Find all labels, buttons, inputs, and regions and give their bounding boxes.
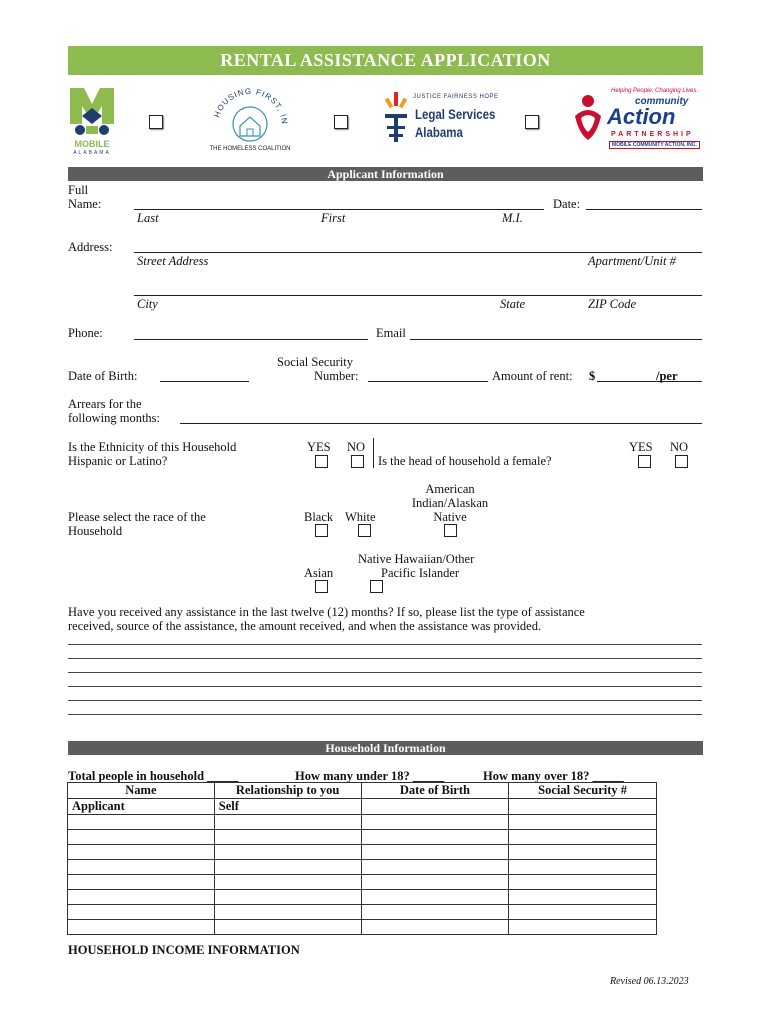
community-action-logo — [571, 88, 699, 158]
table-cell[interactable] — [68, 875, 215, 890]
race-question-2: Household — [68, 524, 123, 538]
table-cell[interactable] — [68, 860, 215, 875]
column-header: Relationship to you — [214, 783, 361, 799]
zip-hint: ZIP Code — [588, 297, 637, 311]
assistance-question-2: received, source of the assistance, the amount received, and when the assistance was provided. — [68, 619, 542, 633]
table-row — [68, 860, 657, 875]
community-action-tagline: Helping People. Changing Lives. — [611, 88, 699, 94]
table-row — [68, 890, 657, 905]
full-name-label: Full — [68, 183, 89, 197]
under-18-label: How many under 18? _____ — [295, 769, 445, 783]
table-cell[interactable] — [361, 875, 509, 890]
household-members-table — [67, 782, 657, 935]
household-section-header: Household Information — [68, 741, 703, 755]
table-cell[interactable] — [509, 845, 657, 860]
table-cell[interactable] — [509, 890, 657, 905]
svg-text:HOUSING FIRST, INC: HOUSING FIRST, IN — [212, 86, 290, 126]
housing-first-checkbox[interactable] — [334, 115, 348, 129]
table-row — [68, 875, 657, 890]
divider — [373, 438, 374, 468]
mobile-logo-name: MOBILE — [74, 139, 110, 149]
table-cell[interactable] — [214, 860, 361, 875]
table-cell[interactable] — [214, 890, 361, 905]
table-row — [68, 905, 657, 920]
mobile-alabama-logo — [68, 86, 116, 160]
community-action-sub2: MOBILE COMMUNITY ACTION, INC. — [609, 141, 700, 149]
assistance-line[interactable] — [68, 644, 702, 645]
female-yes-checkbox[interactable] — [638, 455, 651, 468]
last-name-hint: Last — [137, 211, 159, 225]
income-section-title: HOUSEHOLD INCOME INFORMATION — [68, 943, 300, 957]
ethnicity-question-2: Hispanic or Latino? — [68, 454, 168, 468]
table-cell[interactable] — [68, 830, 215, 845]
legal-services-logo — [385, 92, 505, 152]
community-action-word2: Action — [607, 104, 676, 129]
street-address-input[interactable] — [134, 252, 702, 253]
legal-services-mark-icon — [385, 92, 407, 144]
street-address-hint: Street Address — [137, 254, 209, 268]
table-cell[interactable] — [361, 920, 509, 935]
table-cell[interactable] — [361, 890, 509, 905]
table-cell[interactable]: Self — [214, 799, 361, 815]
housing-first-sub: THE HOMELESS COALITION — [209, 146, 291, 152]
race-nhpi-label-2: Pacific Islander — [381, 566, 460, 580]
applicant-section-header: Applicant Information — [68, 167, 703, 181]
table-cell[interactable] — [214, 815, 361, 830]
table-row — [68, 830, 657, 845]
over-18-label: How many over 18? _____ — [483, 769, 624, 783]
race-asian-label: Asian — [304, 566, 334, 580]
ssn-label-2: Number: — [314, 369, 359, 383]
revised-date: Revised 06.13.2023 — [610, 976, 689, 987]
full-name-label-2: Name: — [68, 197, 102, 211]
race-black-checkbox[interactable] — [315, 524, 328, 537]
middle-initial-hint: M.I. — [502, 211, 523, 225]
race-aian-label-2: Indian/Alaskan — [411, 496, 489, 510]
house-icon — [200, 86, 300, 144]
legal-services-checkbox[interactable] — [525, 115, 539, 129]
date-label: Date: — [553, 197, 581, 211]
legal-services-name: Legal Services — [415, 106, 496, 122]
email-label: Email — [376, 326, 406, 340]
arrears-label-2: following months: — [68, 411, 161, 425]
table-row — [68, 799, 657, 815]
race-nhpi-label: Native Hawaiian/Other — [358, 552, 475, 566]
table-cell[interactable] — [68, 815, 215, 830]
female-yes-label: YES — [629, 440, 653, 454]
housing-first-logo — [200, 86, 300, 160]
ethnicity-no-checkbox[interactable] — [351, 455, 364, 468]
column-header: Social Security # — [509, 783, 657, 799]
table-cell[interactable] — [361, 799, 509, 815]
table-cell[interactable] — [68, 920, 215, 935]
ethnicity-question: Is the Ethnicity of this Household — [68, 440, 237, 454]
address-label: Address: — [68, 240, 113, 254]
race-white-label: White — [345, 510, 376, 524]
community-action-person-icon — [571, 94, 605, 142]
female-no-checkbox[interactable] — [675, 455, 688, 468]
assistance-line[interactable] — [68, 672, 702, 673]
table-row — [68, 845, 657, 860]
race-black-label: Black — [304, 510, 334, 524]
table-cell[interactable] — [361, 830, 509, 845]
dob-label: Date of Birth: — [68, 369, 138, 383]
table-cell[interactable] — [214, 845, 361, 860]
table-row — [68, 920, 657, 935]
table-cell[interactable] — [361, 815, 509, 830]
table-cell[interactable] — [68, 890, 215, 905]
table-cell[interactable] — [509, 830, 657, 845]
phone-input[interactable] — [134, 339, 368, 340]
total-people-label: Total people in household _____ — [68, 769, 239, 783]
table-cell[interactable] — [361, 905, 509, 920]
rent-input[interactable] — [597, 381, 702, 382]
legal-services-tagline: JUSTICE FAIRNESS HOPE — [413, 94, 499, 100]
mobile-m-icon — [68, 86, 116, 138]
apartment-hint: Apartment/Unit # — [588, 254, 676, 268]
full-name-input[interactable] — [134, 209, 544, 210]
table-cell[interactable] — [214, 875, 361, 890]
female-no-label: NO — [670, 440, 689, 454]
table-cell[interactable] — [68, 905, 215, 920]
legal-services-state: Alabama — [415, 124, 463, 140]
email-input[interactable] — [410, 339, 702, 340]
first-name-hint: First — [321, 211, 346, 225]
column-header: Date of Birth — [361, 783, 509, 799]
female-head-question: Is the head of household a female? — [378, 454, 552, 468]
dob-input[interactable] — [160, 381, 249, 382]
rent-per: /per — [656, 369, 678, 383]
table-cell[interactable] — [68, 845, 215, 860]
assistance-line[interactable] — [68, 700, 702, 701]
city-hint: City — [137, 297, 158, 311]
ssn-input[interactable] — [368, 381, 488, 382]
ethnicity-yes-label: YES — [307, 440, 331, 454]
table-cell[interactable] — [509, 799, 657, 815]
ssn-label: Social Security — [277, 355, 354, 369]
community-action-sub: PARTNERSHIP — [611, 131, 694, 138]
table-cell[interactable] — [361, 860, 509, 875]
table-cell[interactable] — [214, 905, 361, 920]
community-action-word1: community — [635, 96, 689, 107]
assistance-question: Have you received any assistance in the last twelve (12) months? If so, please list the type of assistance — [68, 605, 585, 619]
assistance-line[interactable] — [68, 714, 702, 715]
table-header-row — [68, 783, 657, 799]
assistance-line[interactable] — [68, 658, 702, 659]
table-cell[interactable] — [509, 875, 657, 890]
arrears-input[interactable] — [180, 423, 702, 424]
race-white-checkbox[interactable] — [358, 524, 371, 537]
table-cell[interactable]: Applicant — [68, 799, 215, 815]
city-state-zip-input[interactable] — [134, 295, 702, 296]
table-cell[interactable] — [214, 830, 361, 845]
partner-logos — [68, 82, 703, 160]
race-aian-checkbox[interactable] — [444, 524, 457, 537]
mobile-logo-sub: ALABAMA — [73, 150, 111, 156]
arrears-label: Arrears for the — [68, 397, 142, 411]
rent-label: Amount of rent: — [492, 369, 573, 383]
form-title: RENTAL ASSISTANCE APPLICATION — [68, 46, 703, 75]
rent-dollar: $ — [589, 369, 596, 383]
table-cell[interactable] — [509, 920, 657, 935]
race-nhpi-checkbox[interactable] — [370, 580, 383, 593]
table-cell[interactable] — [509, 905, 657, 920]
table-cell[interactable] — [509, 860, 657, 875]
race-asian-checkbox[interactable] — [315, 580, 328, 593]
table-cell[interactable] — [361, 845, 509, 860]
mobile-checkbox[interactable] — [149, 115, 163, 129]
ethnicity-yes-checkbox[interactable] — [315, 455, 328, 468]
state-hint: State — [500, 297, 525, 311]
table-row — [68, 815, 657, 830]
race-aian-label-3: Native — [433, 510, 467, 524]
table-cell[interactable] — [214, 920, 361, 935]
phone-label: Phone: — [68, 326, 103, 340]
assistance-line[interactable] — [68, 686, 702, 687]
race-question: Please select the race of the — [68, 510, 206, 524]
table-cell[interactable] — [509, 815, 657, 830]
date-input[interactable] — [586, 209, 702, 210]
column-header: Name — [68, 783, 215, 799]
race-aian-label: American — [425, 482, 475, 496]
ethnicity-no-label: NO — [347, 440, 366, 454]
